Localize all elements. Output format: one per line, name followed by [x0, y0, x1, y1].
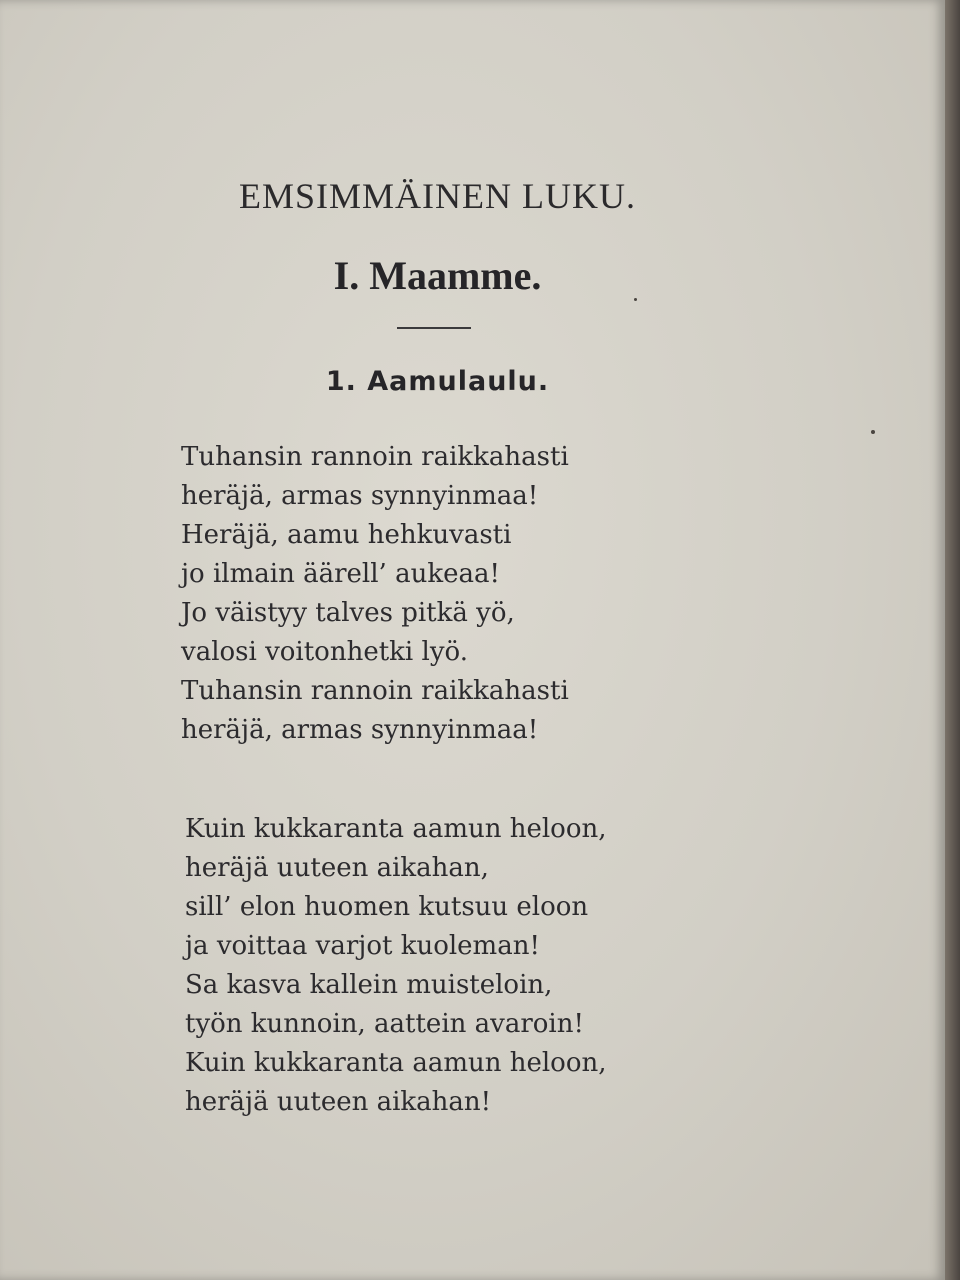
poem-line: heräjä uuteen aikahan, [185, 853, 489, 883]
poem-line: valosi voitonhetki lyö. [181, 637, 468, 667]
poem-line: heräjä, armas synnyinmaa! [181, 715, 539, 745]
poem-line: työn kunnoin, aattein avaroin! [185, 1009, 584, 1039]
poem-line: Jo väistyy talves pitkä yö, [181, 598, 515, 628]
poem-line: Heräjä, aamu hehkuvasti [181, 520, 512, 550]
poem-line: Tuhansin rannoin raikkahasti [181, 676, 569, 706]
stanza-2 [185, 810, 607, 1122]
poem-title: 1. Aamulaulu. [325, 366, 550, 397]
poem-line: sill’ elon huomen kutsuu eloon [185, 892, 589, 922]
poem-line: Kuin kukkaranta aamun heloon, [185, 1048, 607, 1078]
paper-speck [871, 430, 875, 434]
section-heading: I. Maamme. [333, 253, 542, 298]
poem-line: Kuin kukkaranta aamun heloon, [185, 814, 607, 844]
poem-line: heräjä uuteen aikahan! [185, 1087, 492, 1117]
poem-line: ja voittaa varjot kuoleman! [185, 931, 540, 961]
stanza-1 [181, 438, 569, 750]
divider-rule [397, 327, 471, 329]
poem-line: Tuhansin rannoin raikkahasti [181, 442, 569, 472]
paper-speck [634, 298, 637, 301]
poem-line: heräjä, armas synnyinmaa! [181, 481, 539, 511]
page-edge [945, 0, 960, 1280]
chapter-heading: EMSIMMÄINEN LUKU. [239, 176, 636, 216]
poem-line: jo ilmain äärell’ aukeaa! [181, 559, 500, 589]
poem-line: Sa kasva kallein muisteloin, [185, 970, 553, 1000]
